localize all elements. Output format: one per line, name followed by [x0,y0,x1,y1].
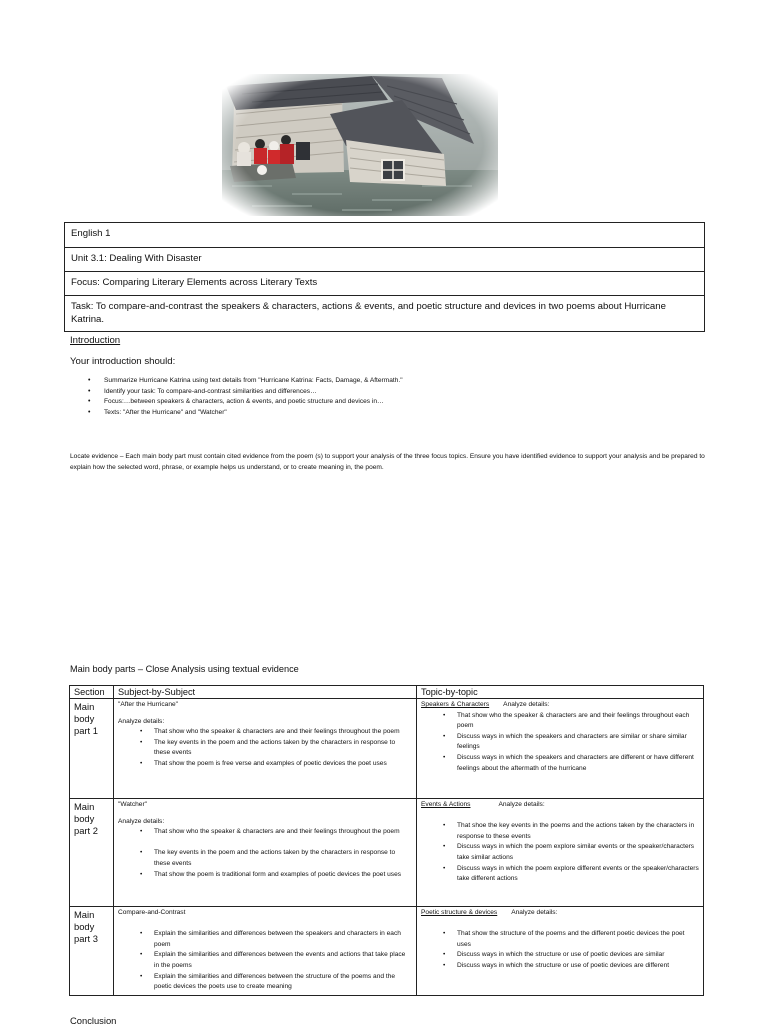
topic-intro: Analyze details: [498,801,545,808]
list-item: • Explain the similarities and differences between the events and actions that take place in the poems [118,950,412,971]
subject-title: Compare-and-Contrast [118,909,186,916]
list-item: • That show who the speaker & characters are and their feelings throughout the poem [118,827,412,838]
list-item: • That shoe the key events in the poems and the actions taken by the characters in response to these events [421,821,699,842]
column-header-subject: Subject-by-Subject [114,686,417,699]
topic-intro: Analyze details: [503,701,550,708]
main-body-table [69,685,704,996]
column-header-section: Section [70,686,114,699]
introduction-lead: Your introduction should: [70,356,176,367]
subject-cell [114,699,417,799]
list-item: • That show the structure of the poems and the different poetic devices the poet uses [421,929,699,950]
list-item: • Discuss ways in which the poem explore different events or the speaker/characters take different actions [421,864,699,885]
list-item: • Summarize Hurricane Katrina using text details from "Hurricane Katrina: Facts, Damage, & Aftermath." [88,376,403,387]
list-item: • Discuss ways in which the speakers and characters are similar or share similar feelings [421,732,699,753]
section-label: Main body part 3 [70,907,114,996]
topic-intro: Analyze details: [511,909,558,916]
list-item: • That show the poem is traditional form and examples of poetic devices the poet uses [118,870,412,881]
list-item: • Discuss ways in which the speakers and characters are different or have different feelings about the aftermath of the hurricane [421,753,699,774]
list-item: • Identify your task: To compare-and-contrast similarities and differences… [88,387,403,398]
section-label: Main body part 2 [70,799,114,907]
list-item: • That show the poem is free verse and examples of poetic devices the poet uses [118,759,412,770]
conclusion-heading: Conclusion [70,1015,117,1024]
focus-cell: Focus: Comparing Literary Elements across Literary Texts [65,272,705,296]
topic-title: Speakers & Characters [421,701,490,708]
introduction-bullets [88,376,403,418]
topic-cell [417,907,704,996]
topic-title: Events & Actions [421,801,471,808]
section-label: Main body part 1 [70,699,114,799]
list-item: • Discuss ways in which the structure or use of poetic devices are different [421,961,699,972]
list-item: • Explain the similarities and differences between the structure of the poems and the poetic devices the poets use to create meaning [118,972,412,993]
subject-intro: Analyze details: [118,817,165,825]
table-row [70,799,704,907]
list-item: • The key events in the poem and the actions taken by the characters in response to these events [118,738,412,759]
subject-title: "Watcher" [118,801,147,808]
course-info-table [64,222,705,332]
list-item: • Discuss ways in which the structure or use of poetic devices are similar [421,950,699,961]
subject-cell [114,907,417,996]
course-cell: English 1 [65,223,705,248]
topic-cell [417,699,704,799]
table-row [70,699,704,799]
main-body-heading: Main body parts – Close Analysis using textual evidence [70,664,299,674]
column-header-topic: Topic-by-topic [417,686,704,699]
list-item: • Focus:…between speakers & characters, action & events, and poetic structure and devices in… [88,397,403,408]
flooded-house-photo [222,74,498,216]
list-item: • Discuss ways in which the poem explore similar events or the speaker/characters take similar actions [421,842,699,863]
locate-evidence-paragraph: Locate evidence – Each main body part must contain cited evidence from the poem (s) to support your analysis of the three focus topics. Ensure you have identified evidence to support your analysis and be prepared to explain how the selected word, phrase, or example helps us understand, or to create meaning in, the poem. [70,453,705,471]
list-item: • Texts: "After the Hurricane" and "Watcher" [88,408,403,419]
list-item: • That show who the speaker & characters are and their feelings throughout each poem [421,711,699,732]
table-row [70,907,704,996]
subject-title: "After the Hurricane" [118,701,179,708]
topic-title: Poetic structure & devices [421,909,498,916]
list-item: • The key events in the poem and the actions taken by the characters in response to these events [118,848,412,869]
introduction-heading: Introduction [70,335,121,346]
topic-cell [417,799,704,907]
list-item: • Explain the similarities and differences between the speakers and characters in each poem [118,929,412,950]
unit-cell: Unit 3.1: Dealing With Disaster [65,248,705,272]
task-cell: Task: To compare-and-contrast the speakers & characters, actions & events, and poetic structure and devices in two poems about Hurricane Katrina. [65,296,705,332]
subject-cell [114,799,417,907]
subject-intro: Analyze details: [118,717,165,725]
list-item: • That show who the speaker & characters are and their feelings throughout the poem [118,727,412,738]
